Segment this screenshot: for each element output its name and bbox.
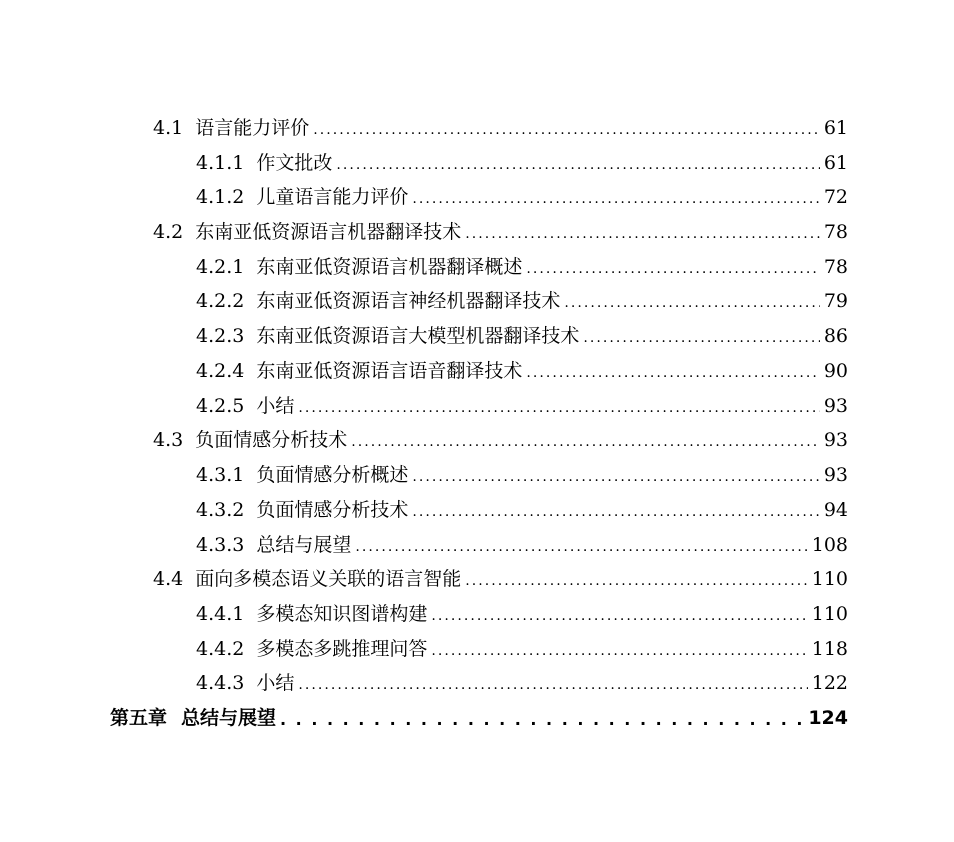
toc-entry-number: 4.4.2 xyxy=(196,638,245,660)
toc-entry-page: 108 xyxy=(811,534,848,556)
toc-entry-title: 负面情感分析技术 xyxy=(195,429,348,451)
toc-entry-number: 4.4 xyxy=(153,568,184,590)
toc-entry-title: 东南亚低资源语言机器翻译概述 xyxy=(256,256,523,278)
toc-entry-number: 4.1.1 xyxy=(196,152,245,174)
toc-entry-title: 东南亚低资源语言机器翻译技术 xyxy=(195,221,462,243)
toc-entry[interactable] xyxy=(196,283,848,313)
toc-entry-number: 4.3.3 xyxy=(196,534,245,556)
dot-leader xyxy=(298,675,807,695)
dot-leader xyxy=(351,432,820,452)
toc-entry-number: 4.4.1 xyxy=(196,603,245,625)
toc-entry-title: 作文批改 xyxy=(256,152,333,174)
toc-entry-title: 负面情感分析概述 xyxy=(256,464,409,486)
toc-entry-number: 4.4.3 xyxy=(196,672,245,694)
toc-entry-page: 93 xyxy=(823,429,848,451)
toc-entry[interactable] xyxy=(196,596,848,626)
toc-entry[interactable] xyxy=(153,110,848,140)
toc-entry[interactable] xyxy=(196,249,848,279)
dot-leader xyxy=(412,467,819,487)
toc-entry-number: 4.2.5 xyxy=(196,395,245,417)
dot-leader xyxy=(583,328,819,348)
dot-leader xyxy=(280,710,804,730)
toc-entry[interactable] xyxy=(196,457,848,487)
toc-entry-title: 小结 xyxy=(256,672,295,694)
dot-leader xyxy=(465,224,820,244)
toc-entry-number: 4.2.1 xyxy=(196,256,245,278)
toc-entry-number: 4.2.3 xyxy=(196,325,245,347)
toc-entry-page: 110 xyxy=(811,603,848,625)
toc-entry-page: 78 xyxy=(823,256,848,278)
dot-leader xyxy=(298,398,819,418)
dot-leader xyxy=(465,571,808,591)
dot-leader xyxy=(313,120,820,140)
toc-entry-title: 儿童语言能力评价 xyxy=(256,186,409,208)
toc-entry-number: 4.2 xyxy=(153,221,184,243)
toc-entry[interactable] xyxy=(196,492,848,522)
toc-entry[interactable] xyxy=(196,179,848,209)
toc-entry-page: 61 xyxy=(823,152,848,174)
toc-entry-title: 面向多模态语义关联的语言智能 xyxy=(195,568,462,590)
toc-entry-page: 78 xyxy=(823,221,848,243)
dot-leader xyxy=(355,537,807,557)
toc-entry-number: 4.2.4 xyxy=(196,360,245,382)
dot-leader xyxy=(412,189,819,209)
dot-leader xyxy=(564,293,819,313)
toc-entry-page: 118 xyxy=(811,638,848,660)
toc-entry-page: 90 xyxy=(823,360,848,382)
toc-entry[interactable] xyxy=(196,527,848,557)
toc-entry-title: 东南亚低资源语言大模型机器翻译技术 xyxy=(256,325,580,347)
toc-entry[interactable] xyxy=(196,145,848,175)
toc-entry[interactable] xyxy=(153,214,848,244)
toc-entry-page: 79 xyxy=(823,290,848,312)
dot-leader xyxy=(431,606,807,626)
toc-entry-number: 4.1.2 xyxy=(196,186,245,208)
toc-entry-page: 61 xyxy=(823,117,848,139)
toc-entry-title: 小结 xyxy=(256,395,295,417)
toc-entry-page: 86 xyxy=(823,325,848,347)
toc-entry-page: 93 xyxy=(823,464,848,486)
toc-entry-page: 72 xyxy=(823,186,848,208)
toc-chapter-title: 总结与展望 xyxy=(181,707,277,729)
toc-entry[interactable] xyxy=(196,318,848,348)
toc-entry[interactable] xyxy=(196,388,848,418)
toc-entry-page: 93 xyxy=(823,395,848,417)
toc-entry-number: 4.3.2 xyxy=(196,499,245,521)
toc-entry-title: 东南亚低资源语言语音翻译技术 xyxy=(256,360,523,382)
toc-entry-title: 东南亚低资源语言神经机器翻译技术 xyxy=(256,290,561,312)
toc-entry-page: 122 xyxy=(811,672,848,694)
toc-entry-title: 多模态多跳推理问答 xyxy=(256,638,428,660)
toc-chapter-entry[interactable] xyxy=(110,700,848,730)
dot-leader xyxy=(526,259,819,279)
toc-entry-number: 4.3 xyxy=(153,429,184,451)
toc-entry-page: 94 xyxy=(823,499,848,521)
toc-entry-number: 4.1 xyxy=(153,117,184,139)
toc-entry-title: 语言能力评价 xyxy=(195,117,310,139)
toc-chapter-page: 124 xyxy=(808,707,848,729)
toc-entry[interactable] xyxy=(196,631,848,661)
dot-leader xyxy=(412,502,819,522)
toc-entry-page: 110 xyxy=(811,568,848,590)
toc-entry-title: 负面情感分析技术 xyxy=(256,499,409,521)
toc-chapter-number: 第五章 xyxy=(110,707,168,729)
toc-entry-number: 4.3.1 xyxy=(196,464,245,486)
toc-entry[interactable] xyxy=(196,665,848,695)
toc-entry-title: 总结与展望 xyxy=(256,534,352,556)
dot-leader xyxy=(336,155,819,175)
dot-leader xyxy=(526,363,819,383)
toc-entry[interactable] xyxy=(196,353,848,383)
toc-entry[interactable] xyxy=(153,561,848,591)
toc-entry[interactable] xyxy=(153,422,848,452)
dot-leader xyxy=(431,641,807,661)
toc-entry-title: 多模态知识图谱构建 xyxy=(256,603,428,625)
toc-entry-number: 4.2.2 xyxy=(196,290,245,312)
